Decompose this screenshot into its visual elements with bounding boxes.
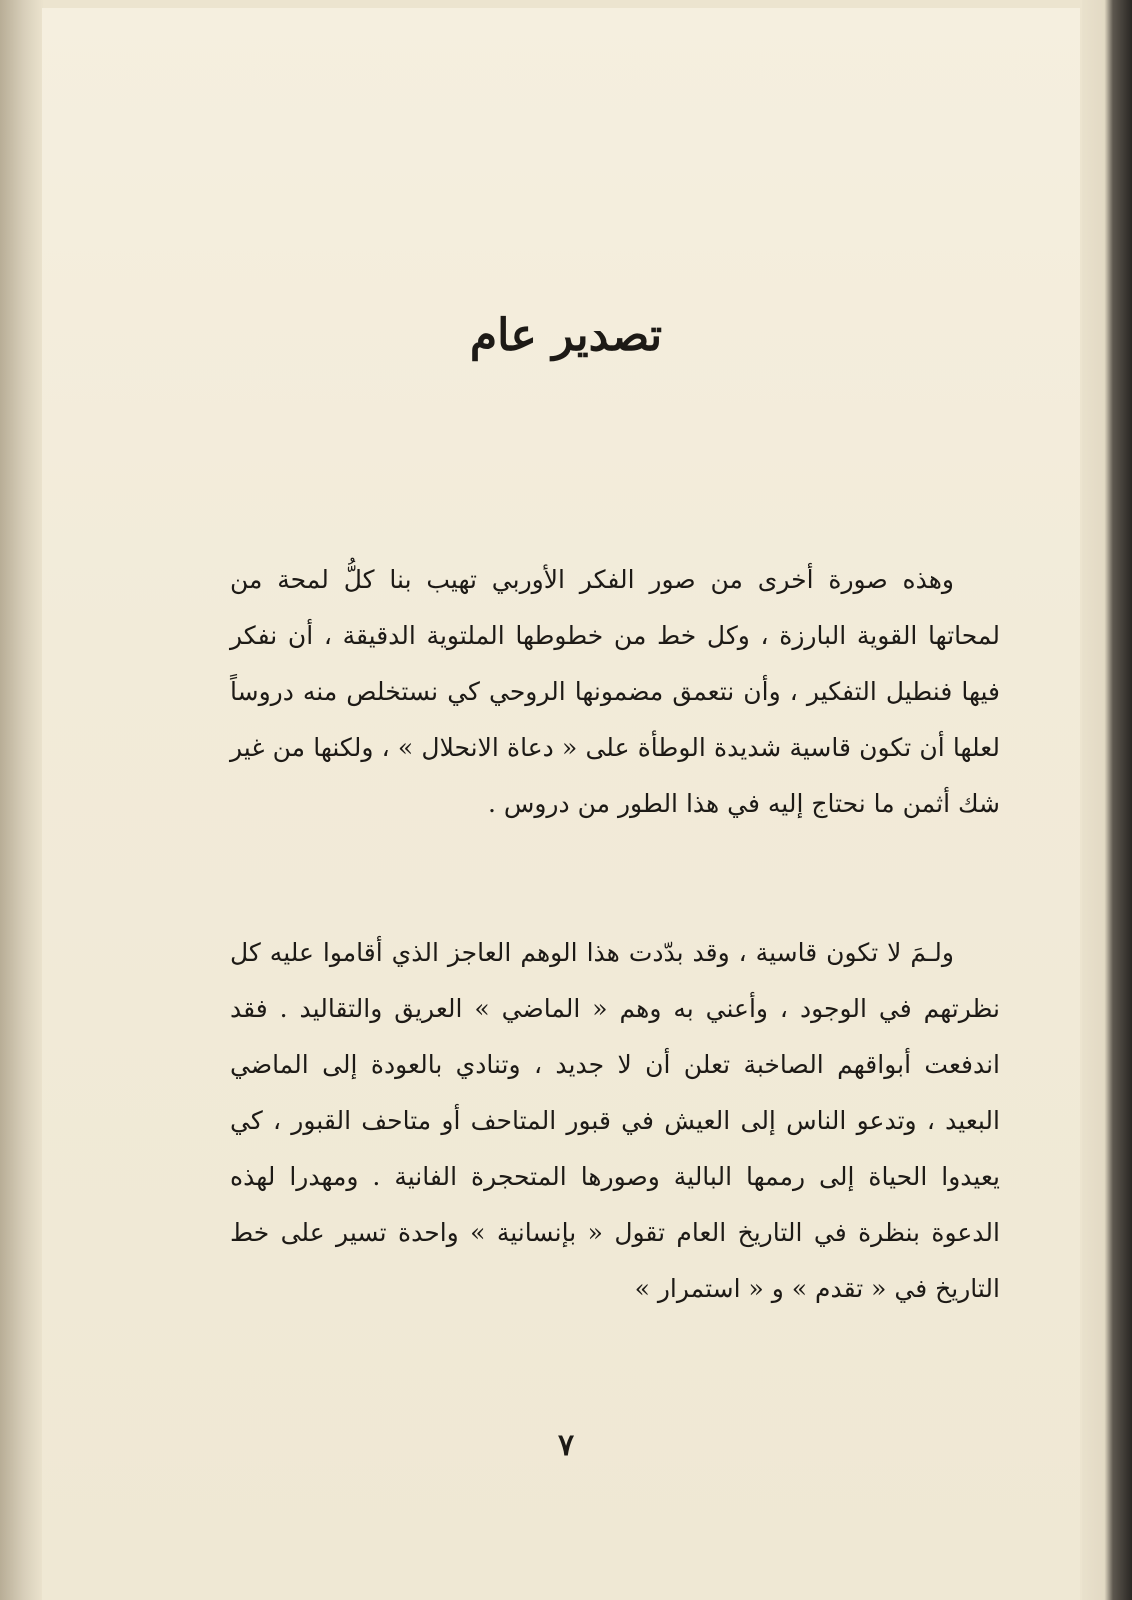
chapter-title: تصدير عام — [469, 310, 663, 361]
paragraph-1-text: وهذه صورة أخرى من صور الفكر الأوربي تهيب بنا كلُّ لمحة من لمحاتها القوية البارزة ، وكل خط من خطوطها الملتوية الدقيقة ، أن نفكر فيها فنطيل التفكير ، وأن نتعمق مضمونها الروحي كي نستخلص منه دروساً لعلها أن تكون قاسية شديدة الوطأة على « دعاة الانحلال » ، ولكنها من غير شك أثمن ما نحتاج إليه في هذا الطور من دروس . — [230, 565, 1000, 818]
page-shadow-left — [0, 0, 44, 1600]
page-number: ٧ — [557, 1428, 575, 1463]
paragraph-2-text: ولـمَ لا تكون قاسية ، وقد بدّدت هذا الوهم العاجز الذي أقاموا عليه كل نظرتهم في الوجود ، وأعني به وهم « الماضي » العريق والتقاليد . فقد اندفعت أبواقهم الصاخبة تعلن أن لا جديد ، وتنادي بالعودة إلى الماضي البعيد ، وتدعو الناس إلى العيش في قبور المتاحف أو متاحف القبور ، كي يعيدوا الحياة إلى رممها البالية وصورها المتحجرة الفانية . ومهدرا لهذه الدعوة بنظرة في التاريخ العام تقول « بإنسانية » واحدة تسير على خط التاريخ في « تقدم » و « استمرار » — [230, 938, 1000, 1303]
page-edge-right — [1082, 0, 1132, 1600]
paragraph-2 — [230, 925, 1000, 1317]
paragraph-1 — [230, 552, 1000, 832]
